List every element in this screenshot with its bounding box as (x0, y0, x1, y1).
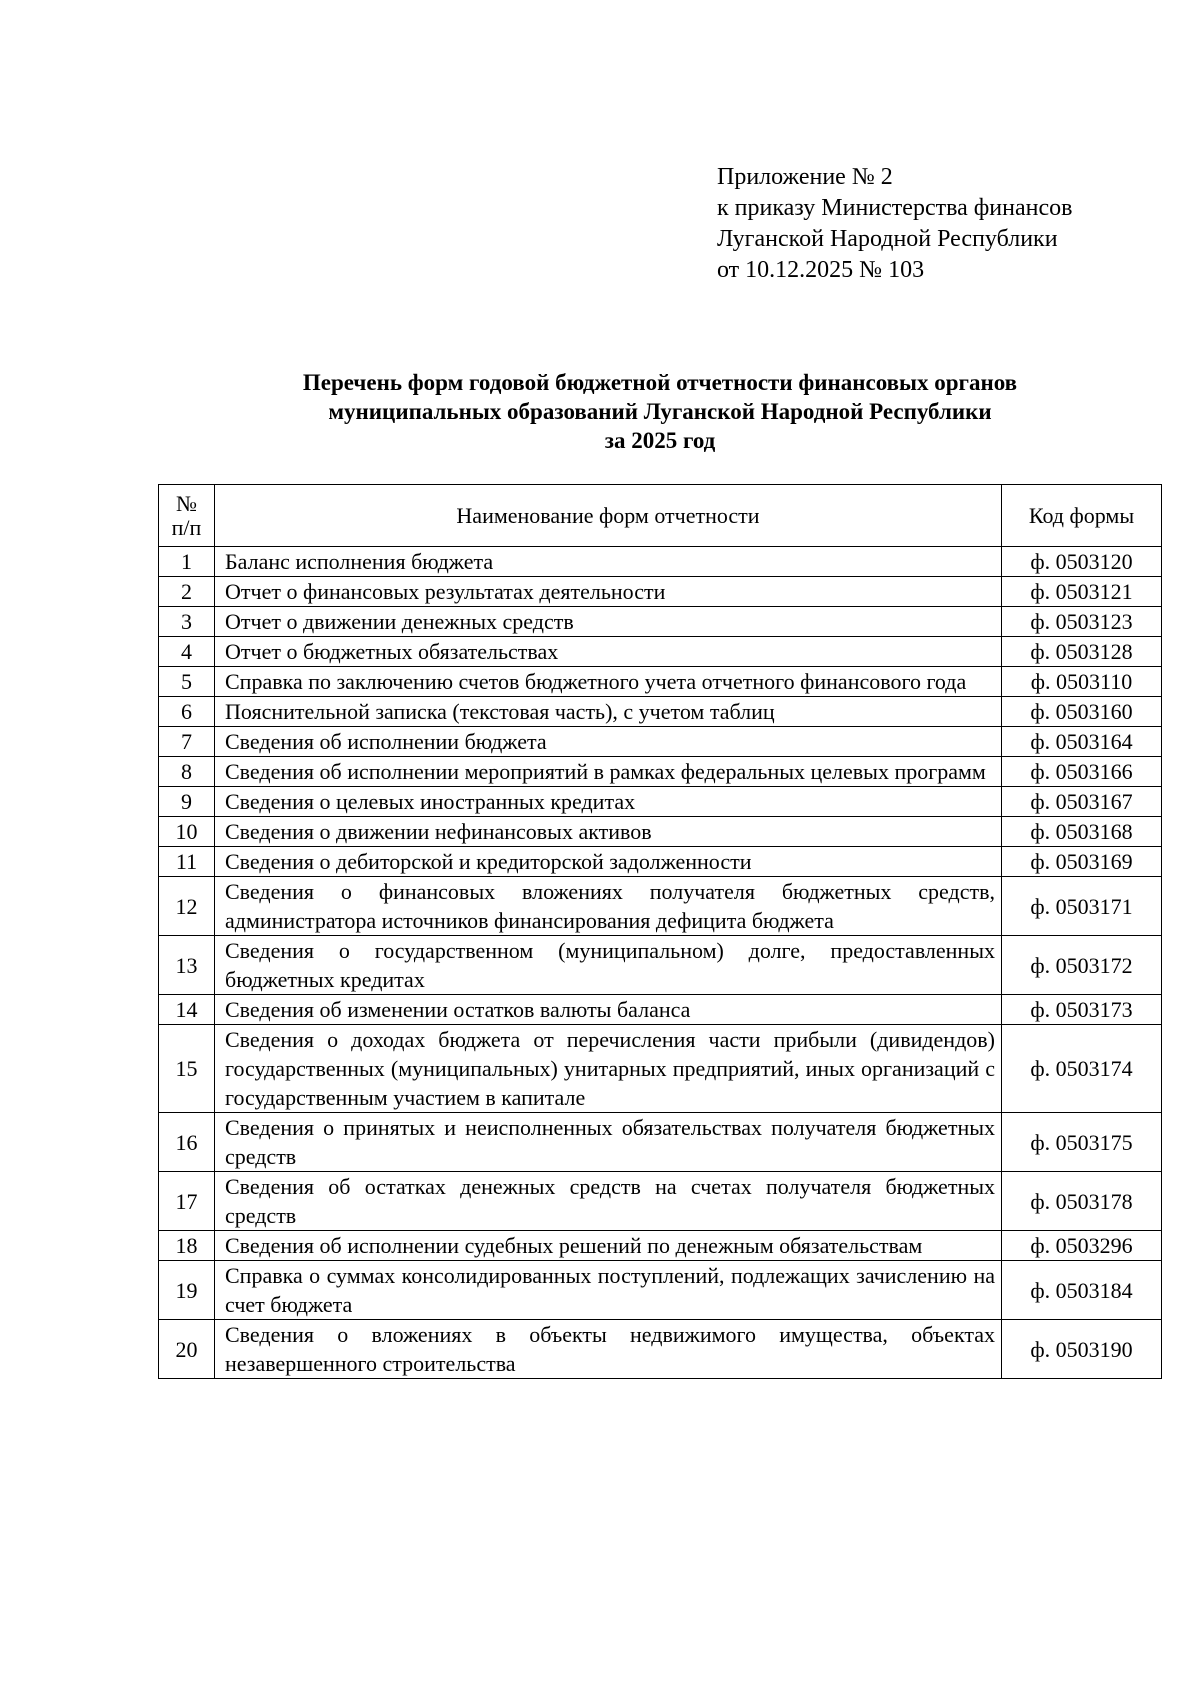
appendix-line: Луганской Народной Республики (717, 226, 1058, 252)
table-row (159, 577, 1162, 607)
row-number: 10 (159, 817, 215, 847)
form-code: ф. 0503184 (1002, 1261, 1162, 1320)
row-number: 18 (159, 1231, 215, 1261)
row-number: 16 (159, 1113, 215, 1172)
table-header (159, 485, 1162, 547)
row-number: 15 (159, 1025, 215, 1113)
form-code: ф. 0503167 (1002, 787, 1162, 817)
header-row (159, 485, 1162, 547)
row-number: 14 (159, 995, 215, 1025)
row-number: 20 (159, 1320, 215, 1379)
form-name: Отчет о бюджетных обязательствах (215, 637, 1002, 667)
form-name: Сведения о целевых иностранных кредитах (215, 787, 1002, 817)
form-code: ф. 0503173 (1002, 995, 1162, 1025)
row-number: 9 (159, 787, 215, 817)
row-number: 6 (159, 697, 215, 727)
form-name: Сведения о принятых и неисполненных обязательствах получателя бюджетных средств (215, 1113, 1002, 1172)
table-row (159, 936, 1162, 995)
form-code: ф. 0503128 (1002, 637, 1162, 667)
form-code: ф. 0503178 (1002, 1172, 1162, 1231)
form-name: Баланс исполнения бюджета (215, 547, 1002, 577)
form-code: ф. 0503166 (1002, 757, 1162, 787)
form-name: Пояснительной записка (текстовая часть), с учетом таблиц (215, 697, 1002, 727)
form-code: ф. 0503168 (1002, 817, 1162, 847)
form-name: Справка о суммах консолидированных поступлений, подлежащих зачислению на счет бюджета (215, 1261, 1002, 1320)
row-number: 3 (159, 607, 215, 637)
form-name: Сведения об исполнении бюджета (215, 727, 1002, 757)
header-name-cell: Наименование форм отчетности (215, 485, 1002, 547)
title-line: за 2025 год (604, 428, 716, 453)
table-row (159, 847, 1162, 877)
form-name: Сведения об исполнении судебных решений по денежным обязательствам (215, 1231, 1002, 1261)
form-code: ф. 0503120 (1002, 547, 1162, 577)
row-number: 2 (159, 577, 215, 607)
form-code: ф. 0503172 (1002, 936, 1162, 995)
form-name: Сведения о финансовых вложениях получателя бюджетных средств, администратора источников финансирования дефицита бюджета (215, 877, 1002, 936)
header-number-sign: № (176, 490, 197, 516)
table-row (159, 1261, 1162, 1320)
table-row (159, 1231, 1162, 1261)
header-number-pp: п/п (171, 514, 202, 540)
table-row (159, 787, 1162, 817)
table-row (159, 547, 1162, 577)
row-number: 8 (159, 757, 215, 787)
form-name: Сведения о вложениях в объекты недвижимого имущества, объектах незавершенного строительства (215, 1320, 1002, 1379)
table-body (159, 547, 1162, 1379)
row-number: 1 (159, 547, 215, 577)
title-line: муниципальных образований Луганской Народной Республики (328, 399, 992, 424)
appendix-line: от 10.12.2025 № 103 (717, 257, 925, 283)
table-row (159, 637, 1162, 667)
appendix-block (717, 162, 1072, 286)
form-code: ф. 0503296 (1002, 1231, 1162, 1261)
table-row (159, 727, 1162, 757)
form-name: Сведения об остатках денежных средств на счетах получателя бюджетных средств (215, 1172, 1002, 1231)
row-number: 17 (159, 1172, 215, 1231)
form-name: Сведения о дебиторской и кредиторской задолженности (215, 847, 1002, 877)
header-number-cell (159, 485, 215, 547)
header-code-cell: Код формы (1002, 485, 1162, 547)
row-number: 4 (159, 637, 215, 667)
form-code: ф. 0503160 (1002, 697, 1162, 727)
form-name: Отчет о движении денежных средств (215, 607, 1002, 637)
table-row (159, 1172, 1162, 1231)
form-name: Сведения об исполнении мероприятий в рамках федеральных целевых программ (215, 757, 1002, 787)
table-row (159, 757, 1162, 787)
form-code: ф. 0503164 (1002, 727, 1162, 757)
form-code: ф. 0503190 (1002, 1320, 1162, 1379)
table-row (159, 877, 1162, 936)
form-name: Справка по заключению счетов бюджетного учета отчетного финансового года (215, 667, 1002, 697)
form-name: Отчет о финансовых результатах деятельности (215, 577, 1002, 607)
form-code: ф. 0503123 (1002, 607, 1162, 637)
form-code: ф. 0503174 (1002, 1025, 1162, 1113)
row-number: 7 (159, 727, 215, 757)
row-number: 19 (159, 1261, 215, 1320)
form-code: ф. 0503169 (1002, 847, 1162, 877)
document-title (160, 368, 1160, 455)
form-code: ф. 0503110 (1002, 667, 1162, 697)
row-number: 5 (159, 667, 215, 697)
table-row (159, 1320, 1162, 1379)
form-name: Сведения о доходах бюджета от перечисления части прибыли (дивидендов) государственных (муниципальных) унитарных предприятий, иных организаций с государственным участием в капитале (215, 1025, 1002, 1113)
table-row (159, 607, 1162, 637)
table-row (159, 1025, 1162, 1113)
form-code: ф. 0503121 (1002, 577, 1162, 607)
row-number: 13 (159, 936, 215, 995)
table-row (159, 817, 1162, 847)
row-number: 12 (159, 877, 215, 936)
forms-table (158, 484, 1162, 1379)
table-row (159, 697, 1162, 727)
form-name: Сведения о государственном (муниципальном) долге, предоставленных бюджетных кредитах (215, 936, 1002, 995)
appendix-line: Приложение № 2 (717, 164, 893, 190)
table-row (159, 667, 1162, 697)
table-row (159, 1113, 1162, 1172)
form-code: ф. 0503175 (1002, 1113, 1162, 1172)
form-code: ф. 0503171 (1002, 877, 1162, 936)
table-row (159, 995, 1162, 1025)
title-line: Перечень форм годовой бюджетной отчетности финансовых органов (302, 370, 1018, 395)
appendix-line: к приказу Министерства финансов (717, 195, 1073, 221)
row-number: 11 (159, 847, 215, 877)
form-name: Сведения об изменении остатков валюты баланса (215, 995, 1002, 1025)
form-name: Сведения о движении нефинансовых активов (215, 817, 1002, 847)
